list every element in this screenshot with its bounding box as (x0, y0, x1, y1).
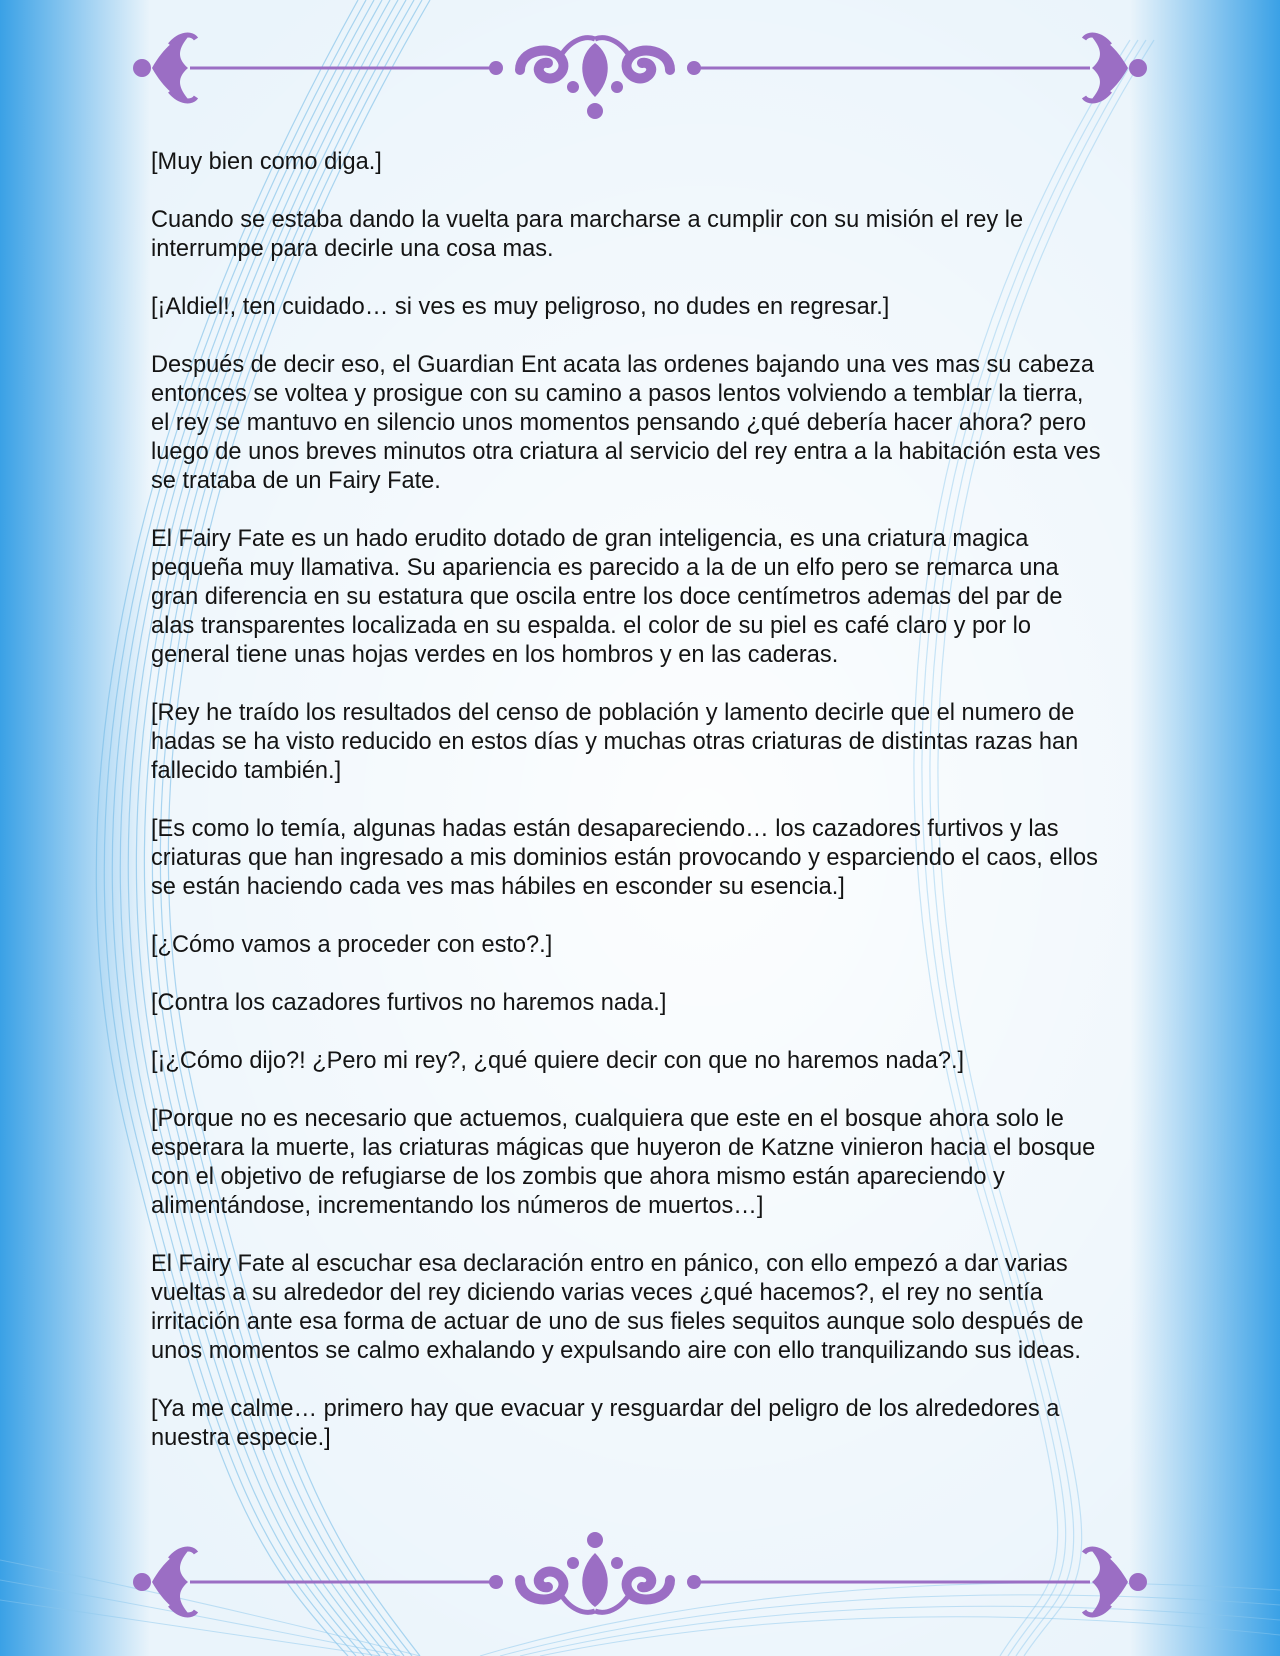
paragraph: [¿Cómo vamos a proceder con esto?.] (151, 932, 553, 958)
ornament-divider-top (120, 25, 1160, 135)
paragraph: [Contra los cazadores furtivos no haremos nada.] (151, 990, 667, 1016)
paragraph: El Fairy Fate es un hado erudito dotado de gran inteligencia, es una criatura magica pequeña muy llamativa. Su apariencia es parecido a la de un elfo pero se remarca una gran diferencia en su estatura que oscila entre los doce centímetros ademas del par de alas transparentes localizada en su espalda. el color de su piel es café claro y por lo general tiene unas hojas verdes en los hombros y en las caderas. (151, 526, 1063, 668)
paragraph: [Ya me calme… primero hay que evacuar y resguardar del peligro de los alrededores a nuestra especie.] (151, 1396, 1060, 1451)
paragraph: Después de decir eso, el Guardian Ent acata las ordenes bajando una ves mas su cabeza entonces se voltea y prosigue con su camino a pasos lentos volviendo a temblar la tierra, el rey se mantuvo en silencio unos momentos pensando ¿qué debería hacer ahora? pero luego de unos breves minutos otra criatura al servicio del rey entra a la habitación esta ves se trataba de un Fairy Fate. (151, 352, 1101, 494)
ornament-center-flourish (520, 38, 670, 119)
paragraph: El Fairy Fate al escuchar esa declaración entro en pánico, con ello empezó a dar varias vueltas a su alrededor del rey diciendo varias veces ¿qué hacemos?, el rey no sentía irritación ante esa forma de actuar de uno de sus fieles sequitos aunque solo después de unos momentos se calmo exhalando y expulsando aire con ello tranquilizando sus ideas. (151, 1251, 1084, 1364)
ornament-center-flourish (520, 1532, 670, 1612)
ornament-left-flourish (133, 35, 196, 101)
paragraph: [Porque no es necesario que actuemos, cualquiera que este en el bosque ahora solo le esperara la muerte, las criaturas mágicas que huyeron de Katzne vinieron hacia el bosque con el objetivo de refugiarse de los zombis que ahora mismo están apareciendo y alimentándose, incrementando los números de muertos…] (151, 1106, 1096, 1219)
story-text (151, 148, 1101, 1482)
paragraph: [¡Aldiel!, ten cuidado… si ves es muy peligroso, no dudes en regresar.] (151, 294, 890, 320)
ornament-right-flourish (1084, 35, 1147, 101)
ornament-divider-bottom (120, 1530, 1160, 1640)
paragraph: [Muy bien como diga.] (151, 149, 382, 175)
paragraph: [Rey he traído los resultados del censo de población y lamento decirle que el numero de hadas se ha visto reducido en estos días y muchas otras criaturas de distintas razas han fallecido también.] (151, 700, 1079, 784)
ornament-left-flourish (133, 1549, 196, 1615)
paragraph: Cuando se estaba dando la vuelta para marcharse a cumplir con su misión el rey le interrumpe para decirle una cosa mas. (151, 207, 1024, 262)
paragraph: [¡¿Cómo dijo?! ¿Pero mi rey?, ¿qué quiere decir con que no haremos nada?.] (151, 1048, 965, 1074)
paragraph: [Es como lo temía, algunas hadas están desapareciendo… los cazadores furtivos y las criaturas que han ingresado a mis dominios están provocando y esparciendo el caos, ellos se están haciendo cada ves mas hábiles en esconder su esencia.] (151, 816, 1098, 900)
ornament-right-flourish (1084, 1549, 1147, 1615)
